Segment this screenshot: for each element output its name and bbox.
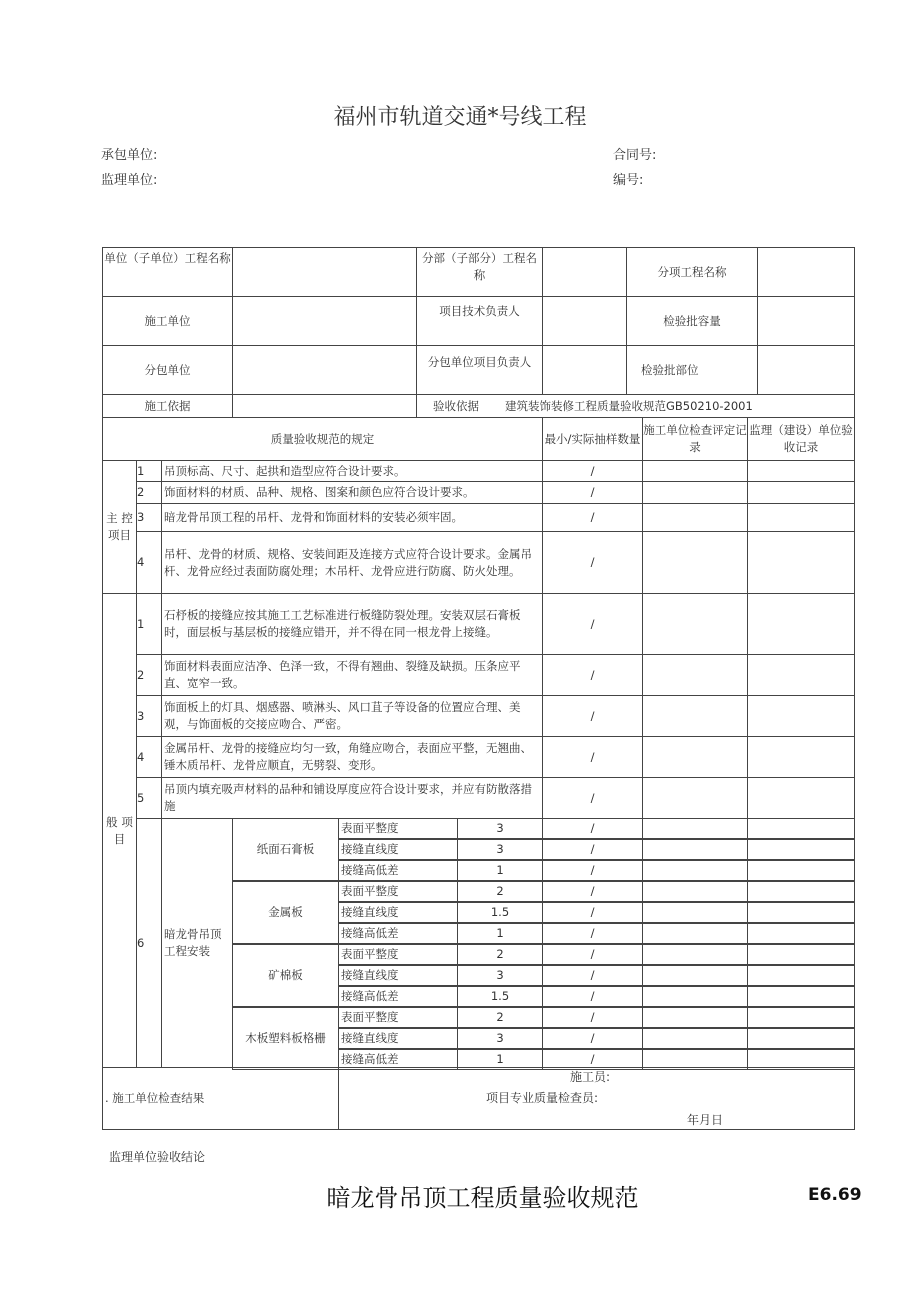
batch-location-label: 检验批部位 xyxy=(626,345,758,395)
main-control-item-sampling: / xyxy=(542,460,643,482)
sampling-header: 最小/实际抽样数量 xyxy=(542,417,643,461)
check-item-contractor-record[interactable] xyxy=(642,818,748,839)
supervisor-label: 监理单位: xyxy=(101,173,158,188)
unit-project-name-label: 单位（子单位）工程名称 xyxy=(102,247,233,297)
check-item-contractor-record[interactable] xyxy=(642,1007,748,1028)
check-item-supervisor-record[interactable] xyxy=(747,881,855,902)
general-item-text: 金属吊杆、龙骨的接缝应均匀一致，角缝应吻合，表面应平整，无翘曲、锤木质吊杆、龙骨应顺直，无劈裂、变形。 xyxy=(161,736,543,778)
check-item-supervisor-record[interactable] xyxy=(747,860,855,881)
check-item-supervisor-record[interactable] xyxy=(747,1007,855,1028)
main-control-item-no: 4 xyxy=(136,531,162,594)
main-control-item-text: 暗龙骨吊顶工程的吊杆、龙骨和饰面材料的安装必须牢固。 xyxy=(161,503,543,532)
general-item-6-label: 暗龙骨吊顶工程安装 xyxy=(161,818,233,1068)
general-item-supervisor-record[interactable] xyxy=(747,777,855,819)
check-item-tolerance: 1.5 xyxy=(457,986,543,1007)
spec-header: 质量验收规范的规定 xyxy=(102,417,543,461)
check-item-tolerance: 1 xyxy=(457,923,543,944)
general-item-contractor-record[interactable] xyxy=(642,695,748,737)
date-label: 年月日 xyxy=(687,1113,724,1127)
check-item-tolerance: 1 xyxy=(457,1049,543,1070)
acceptance-basis-row xyxy=(416,394,855,418)
sub-project-lead-value[interactable] xyxy=(542,345,627,395)
general-item-no: 5 xyxy=(136,777,162,819)
main-control-item-text: 吊杆、龙骨的材质、规格、安装间距及连接方式应符合设计要求。金属吊杆、龙骨应经过表面防腐处理；木吊杆、龙骨应进行防腐、防火处理。 xyxy=(161,531,543,594)
general-item-contractor-record[interactable] xyxy=(642,654,748,696)
general-item-no: 3 xyxy=(136,695,162,737)
supervisor-conclusion-label: 监理单位验收结论 xyxy=(109,1150,206,1164)
batch-location-value[interactable] xyxy=(757,345,855,395)
check-item-tolerance: 2 xyxy=(457,944,543,965)
check-item-supervisor-record[interactable] xyxy=(747,944,855,965)
main-control-item-no: 2 xyxy=(136,481,162,504)
general-item-no: 1 xyxy=(136,593,162,655)
division-project-name-value[interactable] xyxy=(542,247,627,297)
acceptance-basis-label: 验收依据 xyxy=(433,398,479,413)
main-control-item-supervisor-record[interactable] xyxy=(747,503,855,532)
material-group-name: 金属板 xyxy=(232,881,339,944)
contractor-record-header: 施工单位检查评定记录 xyxy=(642,417,748,461)
check-item-sampling: / xyxy=(542,902,643,923)
check-item-name: 接缝高低差 xyxy=(338,1049,458,1070)
general-item-contractor-record[interactable] xyxy=(642,593,748,655)
check-item-sampling: / xyxy=(542,818,643,839)
document-code: E6.69 xyxy=(808,1185,862,1205)
general-item-sampling: / xyxy=(542,777,643,819)
check-item-contractor-record[interactable] xyxy=(642,986,748,1007)
main-control-label: 主 控 项目 xyxy=(102,460,137,594)
main-control-item-sampling: / xyxy=(542,481,643,504)
main-control-item-text: 饰面材料的材质、品种、规格、图案和颜色应符合设计要求。 xyxy=(161,481,543,504)
check-item-tolerance: 2 xyxy=(457,881,543,902)
check-item-contractor-record[interactable] xyxy=(642,881,748,902)
check-item-tolerance: 1 xyxy=(457,860,543,881)
check-item-name: 接缝高低差 xyxy=(338,986,458,1007)
check-item-contractor-record[interactable] xyxy=(642,902,748,923)
check-item-supervisor-record[interactable] xyxy=(747,839,855,860)
check-item-sampling: / xyxy=(542,1007,643,1028)
general-item-contractor-record[interactable] xyxy=(642,736,748,778)
result-signoff xyxy=(338,1067,855,1130)
subcontractor-label: 分包单位 xyxy=(102,345,233,395)
check-item-supervisor-record[interactable] xyxy=(747,986,855,1007)
check-item-contractor-record[interactable] xyxy=(642,965,748,986)
contract-no-label: 合同号: xyxy=(613,148,657,163)
unit-project-name-value[interactable] xyxy=(232,247,417,297)
check-item-tolerance: 3 xyxy=(457,839,543,860)
check-item-contractor-record[interactable] xyxy=(642,839,748,860)
main-control-item-contractor-record[interactable] xyxy=(642,531,748,594)
general-item-no: 4 xyxy=(136,736,162,778)
batch-capacity-label: 检验批容量 xyxy=(626,296,758,346)
general-label: 般 项 目 xyxy=(102,593,137,1068)
qc-inspector-label: 项目专业质量检查员: xyxy=(486,1091,599,1105)
division-project-name-label: 分部（子部分）工程名称 xyxy=(416,247,543,297)
check-item-name: 表面平整度 xyxy=(338,881,458,902)
general-item-supervisor-record[interactable] xyxy=(747,593,855,655)
general-item-no: 2 xyxy=(136,654,162,696)
check-item-name: 接缝直线度 xyxy=(338,902,458,923)
general-item-text: 饰面材料表面应洁净、色泽一致，不得有翘曲、裂缝及缺损。压条应平直、宽窄一致。 xyxy=(161,654,543,696)
check-item-supervisor-record[interactable] xyxy=(747,1028,855,1049)
check-item-sampling: / xyxy=(542,1049,643,1070)
check-item-name: 表面平整度 xyxy=(338,1007,458,1028)
sub-project-lead-label: 分包单位项目负责人 xyxy=(416,345,543,395)
check-item-supervisor-record[interactable] xyxy=(747,818,855,839)
material-group-name: 木板塑料板格栅 xyxy=(232,1007,339,1070)
batch-capacity-value[interactable] xyxy=(757,296,855,346)
main-control-item-no: 1 xyxy=(136,460,162,482)
check-item-name: 接缝直线度 xyxy=(338,839,458,860)
main-control-item-sampling: / xyxy=(542,503,643,532)
main-control-item-contractor-record[interactable] xyxy=(642,503,748,532)
document-title: 暗龙骨吊顶工程质量验收规范 xyxy=(326,1184,639,1212)
construction-unit-label: 施工单位 xyxy=(102,296,233,346)
general-item-sampling: / xyxy=(542,736,643,778)
general-item-supervisor-record[interactable] xyxy=(747,736,855,778)
main-control-item-sampling: / xyxy=(542,531,643,594)
item-project-name-value[interactable] xyxy=(757,247,855,297)
serial-no-label: 编号: xyxy=(613,173,644,188)
main-control-item-contractor-record[interactable] xyxy=(642,460,748,482)
check-item-sampling: / xyxy=(542,923,643,944)
check-item-sampling: / xyxy=(542,881,643,902)
check-item-tolerance: 3 xyxy=(457,818,543,839)
check-item-contractor-record[interactable] xyxy=(642,1028,748,1049)
check-item-name: 接缝高低差 xyxy=(338,923,458,944)
general-item-supervisor-record[interactable] xyxy=(747,654,855,696)
check-item-sampling: / xyxy=(542,860,643,881)
main-control-item-supervisor-record[interactable] xyxy=(747,460,855,482)
general-item-sampling: / xyxy=(542,695,643,737)
check-item-contractor-record[interactable] xyxy=(642,860,748,881)
material-group-name: 纸面石膏板 xyxy=(232,818,339,881)
acceptance-standard: 建筑装饰装修工程质量验收规范GB50210-2001 xyxy=(505,398,753,413)
check-item-sampling: / xyxy=(542,944,643,965)
general-item-contractor-record[interactable] xyxy=(642,777,748,819)
check-item-tolerance: 2 xyxy=(457,1007,543,1028)
general-item-sampling: / xyxy=(542,593,643,655)
check-item-sampling: / xyxy=(542,965,643,986)
construction-basis-label: 施工依据 xyxy=(102,394,233,418)
check-item-name: 表面平整度 xyxy=(338,944,458,965)
check-item-name: 接缝直线度 xyxy=(338,965,458,986)
check-item-name: 接缝直线度 xyxy=(338,1028,458,1049)
check-item-contractor-record[interactable] xyxy=(642,923,748,944)
check-item-supervisor-record[interactable] xyxy=(747,923,855,944)
check-item-tolerance: 3 xyxy=(457,965,543,986)
subcontractor-value[interactable] xyxy=(232,345,417,395)
check-item-contractor-record[interactable] xyxy=(642,944,748,965)
result-label: . 施工单位检查结果 xyxy=(102,1067,339,1130)
page-title: 福州市轨道交通*号线工程 xyxy=(333,105,587,130)
main-control-item-no: 3 xyxy=(136,503,162,532)
main-control-item-supervisor-record[interactable] xyxy=(747,531,855,594)
supervisor-record-header: 监理（建设）单位验收记录 xyxy=(747,417,855,461)
construction-basis-value[interactable] xyxy=(232,394,417,418)
construction-unit-value[interactable] xyxy=(232,296,417,346)
check-item-supervisor-record[interactable] xyxy=(747,965,855,986)
check-item-tolerance: 1.5 xyxy=(457,902,543,923)
item-project-name-label: 分项工程名称 xyxy=(626,247,758,297)
check-item-sampling: / xyxy=(542,986,643,1007)
general-item-6-no: 6 xyxy=(136,818,162,1068)
general-item-text: 吊顶内填充吸声材料的品种和铺设厚度应符合设计要求，并应有防散落措施 xyxy=(161,777,543,819)
check-item-supervisor-record[interactable] xyxy=(747,902,855,923)
check-item-sampling: / xyxy=(542,839,643,860)
contractor-label: 承包单位: xyxy=(101,148,158,163)
main-control-item-supervisor-record[interactable] xyxy=(747,481,855,504)
general-item-text: 饰面板上的灯具、烟感器、喷淋头、风口苴子等设备的位置应合理、美观，与饰面板的交接应吻合、严密。 xyxy=(161,695,543,737)
project-tech-lead-label: 项目技术负责人 xyxy=(416,296,543,346)
main-control-item-contractor-record[interactable] xyxy=(642,481,748,504)
general-item-text: 石杼板的接缝应按其施工工艺标准进行板缝防裂处理。安装双层石膏板时，面层板与基层板的接缝应错开，并不得在同一根龙骨上接缝。 xyxy=(161,593,543,655)
check-item-tolerance: 3 xyxy=(457,1028,543,1049)
check-item-name: 表面平整度 xyxy=(338,818,458,839)
material-group-name: 矿棉板 xyxy=(232,944,339,1007)
project-tech-lead-value[interactable] xyxy=(542,296,627,346)
check-item-sampling: / xyxy=(542,1028,643,1049)
constructor-label: 施工员: xyxy=(570,1070,611,1084)
check-item-name: 接缝高低差 xyxy=(338,860,458,881)
general-item-sampling: / xyxy=(542,654,643,696)
main-control-item-text: 吊顶标高、尺寸、起拱和造型应符合设计要求。 xyxy=(161,460,543,482)
general-item-supervisor-record[interactable] xyxy=(747,695,855,737)
